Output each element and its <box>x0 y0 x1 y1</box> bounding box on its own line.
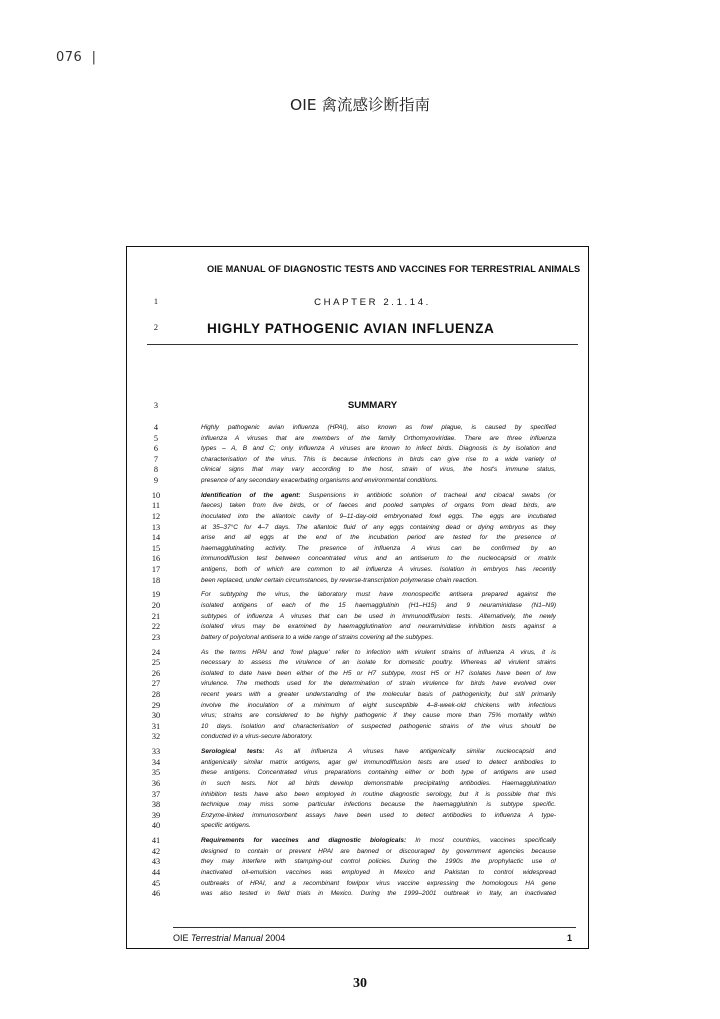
line-number: 36 <box>151 779 161 788</box>
line-number: 46 <box>151 889 161 899</box>
summary-text-line <box>201 836 556 847</box>
summary-text-line <box>201 501 556 512</box>
line-number: 30 <box>151 711 161 721</box>
line-text: antigens, both of which are common to all influenza A viruses. Isolation in embryos has recently <box>201 566 556 573</box>
summary-text-line <box>201 565 556 576</box>
summary-text-line <box>201 857 556 868</box>
line-text: these antigens. Concentrated virus preparations containing either or both type of antigens are used <box>201 769 556 777</box>
line-number: 17 <box>151 565 161 574</box>
line-text: types – A, B and C; only influenza A viruses are known to infect birds. Diagnosis is by isolation and <box>201 445 556 453</box>
line-text: haemagglutinating activity. The presence of influenza A virus can be confirmed by an <box>201 544 556 552</box>
line-text: Suspensions in antibiotic solution of tracheal and cloacal swabs (or <box>300 491 556 499</box>
chapter-title: HIGHLY PATHOGENIC AVIAN INFLUENZA <box>207 321 495 336</box>
summary-text-line <box>201 747 556 758</box>
line-number: 8 <box>153 465 159 475</box>
summary-text-line <box>201 544 556 555</box>
summary-text-line <box>201 444 556 455</box>
line-number: 41 <box>151 836 161 846</box>
line-text: outbreaks of HPAI, and a recombinant fowlpox virus vaccine expressing the homologous HA gene <box>201 879 556 887</box>
line-number: 22 <box>151 622 161 632</box>
line-text: In most countries, vaccines specifically <box>406 837 556 845</box>
line-number: 29 <box>151 700 161 710</box>
summary-text-line <box>201 711 556 722</box>
paragraph-lead: Serological tests: <box>201 748 265 756</box>
summary-text-line <box>201 533 556 544</box>
summary-text-line <box>201 491 556 502</box>
line-text: influenza A viruses that are members of the family Orthomyxoviridae. There are three influenza <box>201 434 556 442</box>
summary-text-line <box>201 434 556 445</box>
chapter-label: CHAPTER 2.1.14. <box>314 297 431 308</box>
line-number: 3 <box>153 401 159 410</box>
line-text: immunodiffusion test between concentrated virus and an antiserum to the nucleocapsid or matrix <box>201 555 556 563</box>
line-number: 4 <box>153 423 159 432</box>
line-text: As all influenza A viruses have antigenically similar nucleocapsid and <box>264 748 556 756</box>
line-number: 40 <box>151 821 161 831</box>
line-text: they may interfere with stamping-out control policies. During the 1990s the prophylactic use of <box>201 858 556 866</box>
line-number: 21 <box>151 611 161 621</box>
footer-page-number: 1 <box>566 933 572 943</box>
footer-source: OIE Terrestrial Manual 2004 <box>173 933 286 943</box>
manual-title: OIE MANUAL OF DIAGNOSTIC TESTS AND VACCINES FOR TERRESTRIAL ANIMALS <box>207 264 581 274</box>
summary-text-line <box>201 679 556 690</box>
line-text: involve the inoculation of a minimum of eight susceptible 4–8-week-old chickens with infectious <box>201 701 556 709</box>
book-title: OIE 禽流感诊断指南 <box>290 96 430 114</box>
line-number: 13 <box>151 522 161 532</box>
summary-text-line <box>201 889 556 900</box>
line-number: 2 <box>153 323 159 332</box>
line-number: 44 <box>151 868 161 877</box>
summary-text-line <box>201 601 556 612</box>
summary-text-line <box>201 732 556 743</box>
line-text: Enzyme-linked immunosorbent assays have been used to detect antibodies to influenza A type- <box>201 811 556 819</box>
footer-rule <box>173 927 576 928</box>
header-rule <box>147 344 578 345</box>
line-text: recent years with a greater understanding of the molecular basis of pathogenicity, but still primarily <box>201 691 556 698</box>
bottom-page-number: 30 <box>353 976 367 991</box>
line-text: 10 days. Isolation and characterisation of suspected pathogenic strains of the virus should be <box>201 722 556 730</box>
summary-text-line <box>201 868 556 879</box>
line-text: was also tested in field trials in Mexico. During the 1999–2001 outbreak in Italy, an inactivated <box>201 890 556 898</box>
line-number: 45 <box>151 878 161 888</box>
page-number: 076 | <box>56 50 97 65</box>
summary-text-line <box>201 523 556 534</box>
line-number: 24 <box>151 647 161 657</box>
line-text: isolated to date have been either of the H5 or H7 subtype, most H5 or H7 isolates have been of low <box>201 669 556 677</box>
line-text: virus; strains are considered to be highly pathogenic if they cause more than 75% mortality within <box>201 712 556 720</box>
summary-text-line <box>201 800 556 811</box>
line-text: inactivated oil-emulsion vaccines was employed in Mexico and Pakistan to control widespread <box>201 869 556 876</box>
line-text: isolated virus may be examined by haemagglutination and neuraminidase inhibition tests against a <box>201 623 556 631</box>
line-number: 14 <box>151 533 161 543</box>
line-number: 43 <box>151 857 161 867</box>
line-number: 39 <box>151 810 161 820</box>
summary-text-line <box>201 590 556 601</box>
line-number: 23 <box>151 632 161 642</box>
line-number: 26 <box>151 668 161 678</box>
line-number: 19 <box>151 590 161 600</box>
line-number: 38 <box>151 800 161 810</box>
line-number: 18 <box>151 575 161 585</box>
line-text: clinical signs that may vary according to the host, strain of virus, the host's immune status, <box>201 466 556 474</box>
paragraph-lead: Identification of the agent: <box>201 491 301 499</box>
line-text: arise and all eggs at the end of the incubation period are tested for the presence of <box>201 534 556 542</box>
line-number: 37 <box>151 789 161 799</box>
line-text: As the terms HPAI and 'fowl plague' refer to infection with virulent strains of influenza A virus, it is <box>201 648 556 656</box>
summary-text-line <box>201 633 556 644</box>
summary-text-line <box>201 622 556 633</box>
summary-text-line <box>201 847 556 858</box>
line-text: inhibition tests have also been employed in routine diagnostic serology, but it is possible that this <box>201 790 556 798</box>
line-number: 15 <box>151 543 161 553</box>
summary-text-line <box>201 821 556 832</box>
line-text: necessary to assess the virulence of an isolate for domestic poultry. Whereas all virulent strains <box>201 659 556 667</box>
line-number: 31 <box>151 721 161 731</box>
line-text: antigenically similar matrix antigens, agar gel immunodiffusion tests are used to detect antibodies to <box>201 758 556 766</box>
line-text: For subtyping the virus, the laboratory must have monospecific antisera prepared against the <box>201 591 556 599</box>
line-number: 34 <box>151 757 161 767</box>
summary-text-line <box>201 779 556 790</box>
paragraph-lead: Requirements for vaccines and diagnostic biologicals: <box>201 837 407 845</box>
summary-text-line <box>201 423 556 434</box>
line-number: 16 <box>151 554 161 564</box>
summary-text-line <box>201 612 556 623</box>
line-number: 12 <box>151 512 161 521</box>
summary-text-line <box>201 658 556 669</box>
summary-text-line <box>201 465 556 476</box>
summary-text-line <box>201 811 556 822</box>
line-number: 27 <box>151 679 161 689</box>
line-text: specific antigens. <box>201 822 251 830</box>
line-number: 1 <box>153 297 159 306</box>
summary-text-line <box>201 758 556 769</box>
line-text: inoculated into the allantoic cavity of 9–11-day-old embryonated fowl eggs. The eggs are incubated <box>201 513 556 520</box>
line-number: 9 <box>153 476 159 485</box>
line-text: faeces) taken from live birds, or of faeces and pooled samples of organs from dead birds, are <box>201 502 556 510</box>
line-number: 7 <box>153 454 159 464</box>
summary-text-line <box>201 512 556 523</box>
line-text: conducted in a virus-secure laboratory. <box>201 733 313 741</box>
line-text: technique may miss some particular infections because the haemagglutinin is subtype specific. <box>201 801 556 809</box>
line-number: 20 <box>151 601 161 610</box>
line-text: been replaced, under certain circumstances, by reverse-transcription polymerase chain reaction. <box>201 576 479 584</box>
summary-text-line <box>201 669 556 680</box>
summary-text-line <box>201 576 556 587</box>
line-text: isolated antigens of each of the 15 haemagglutinin (H1–H15) and 9 neuraminidase (N1–N9) <box>201 602 556 609</box>
line-number: 10 <box>151 490 161 500</box>
line-text: Highly pathogenic avian influenza (HPAI), also known as fowl plague, is caused by specified <box>201 424 556 431</box>
summary-text-line <box>201 455 556 466</box>
summary-text-line <box>201 690 556 701</box>
line-text: battery of polyclonal antisera to a wide range of strains covering all the subtypes. <box>201 633 434 641</box>
summary-text-line <box>201 768 556 779</box>
line-number: 33 <box>151 747 161 757</box>
line-number: 32 <box>151 732 161 742</box>
summary-text-line <box>201 648 556 659</box>
summary-text-line <box>201 790 556 801</box>
line-text: designed to contain or prevent HPAI are banned or discouraged by government agencies because <box>201 847 556 855</box>
summary-text-line <box>201 701 556 712</box>
line-text: characterisation of the virus. This is because infections in birds can give rise to a wide variety of <box>201 455 556 463</box>
line-text: virulence. The methods used for the determination of strain virulence for birds have evolved over <box>201 680 556 688</box>
line-number: 35 <box>151 768 161 778</box>
summary-heading: SUMMARY <box>347 400 398 411</box>
line-number: 5 <box>153 433 159 443</box>
summary-text-line <box>201 879 556 890</box>
line-number: 42 <box>151 846 161 856</box>
line-text: subtypes of influenza A viruses that can be used in immunodiffusion tests. Alternatively, the newly <box>201 612 556 620</box>
line-number: 11 <box>152 501 160 511</box>
line-number: 28 <box>151 690 161 699</box>
scanned-page <box>126 246 589 949</box>
summary-text-line <box>201 722 556 733</box>
summary-text-line <box>201 554 556 565</box>
line-text: presence of any secondary exacerbating organisms and environmental conditions. <box>201 477 439 484</box>
line-number: 6 <box>153 444 159 454</box>
summary-text-line <box>201 476 556 487</box>
line-text: at 35–37°C for 4–7 days. The allantoic fluid of any eggs containing dead or dying embryos as they <box>201 523 556 531</box>
line-text: in such tests. Not all birds develop demonstrable precipitating antibodies. Haemagglutination <box>201 780 556 787</box>
line-number: 25 <box>151 658 161 668</box>
